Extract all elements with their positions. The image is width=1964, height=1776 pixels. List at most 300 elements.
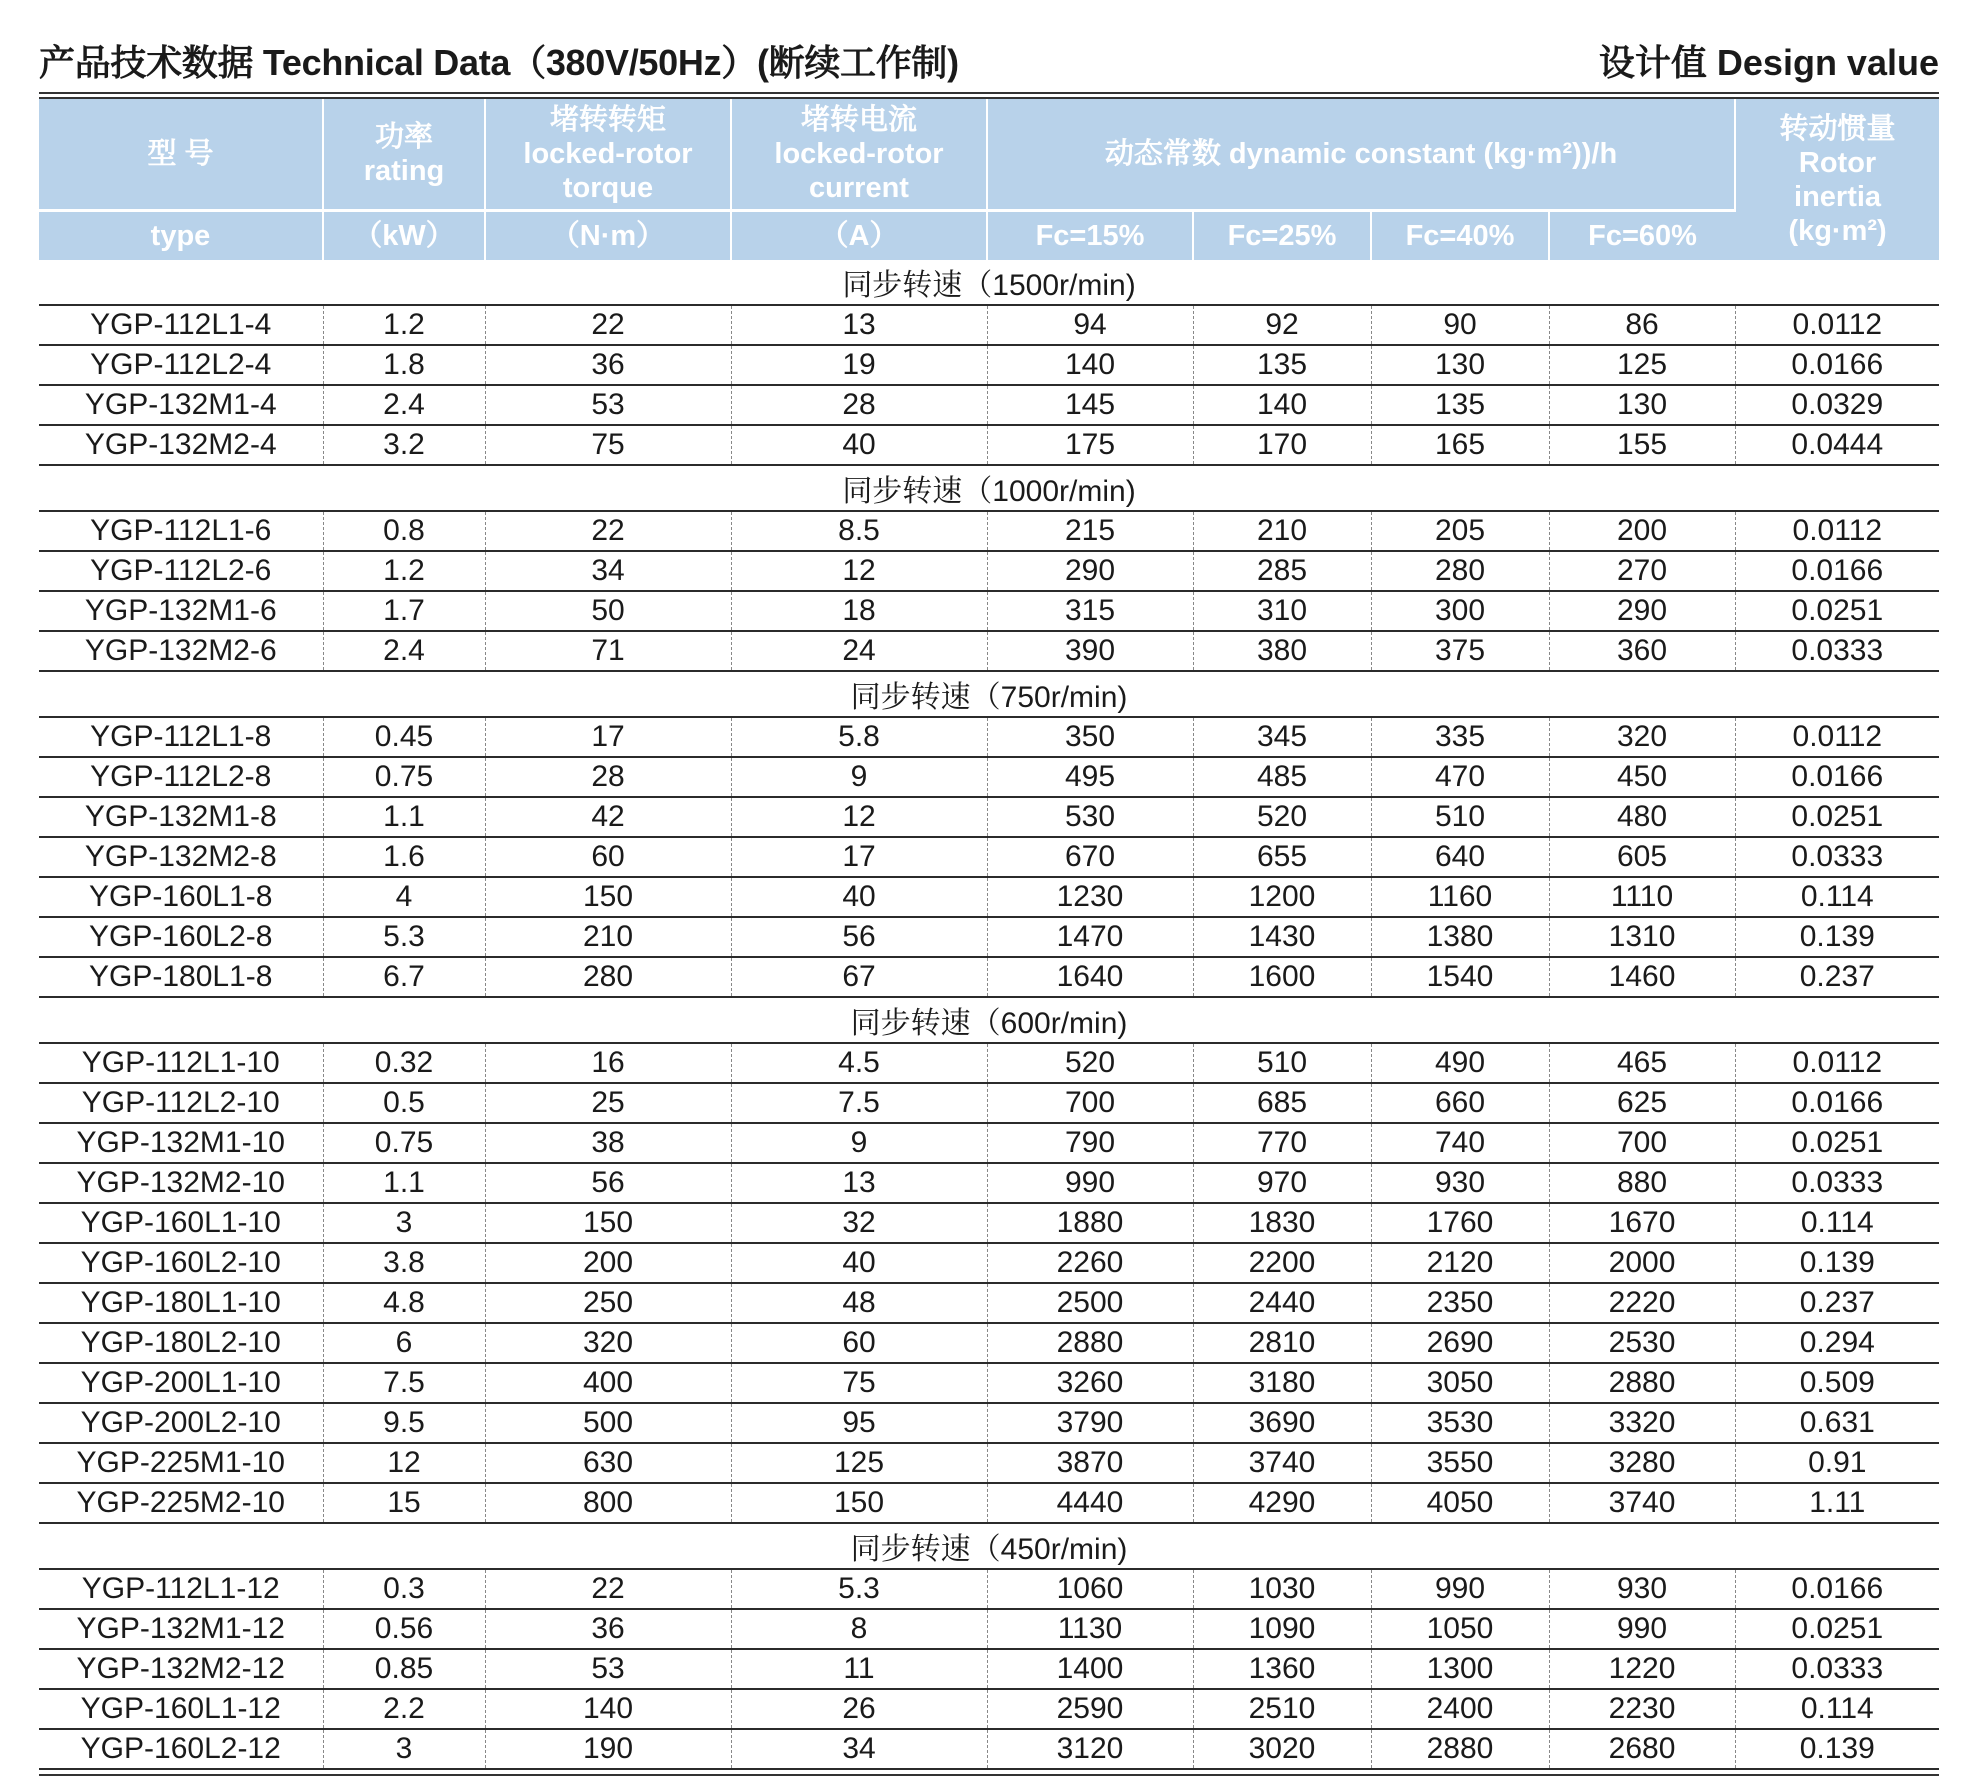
speed-group-row <box>39 465 1939 511</box>
cell-fc15: 390 <box>987 631 1193 671</box>
cell-inertia: 0.139 <box>1735 917 1939 957</box>
cell-fc25: 520 <box>1193 797 1371 837</box>
cell-inertia: 0.0333 <box>1735 1163 1939 1203</box>
cell-current: 11 <box>731 1649 987 1689</box>
cell-current: 4.5 <box>731 1043 987 1083</box>
cell-fc15: 700 <box>987 1083 1193 1123</box>
table-row <box>39 1283 1939 1323</box>
cell-fc60: 3740 <box>1549 1483 1735 1523</box>
cell-fc60: 290 <box>1549 591 1735 631</box>
cell-type: YGP-112L1-8 <box>39 717 323 757</box>
cell-fc15: 3790 <box>987 1403 1193 1443</box>
cell-fc40: 2880 <box>1371 1729 1549 1769</box>
cell-fc15: 670 <box>987 837 1193 877</box>
cell-fc40: 3530 <box>1371 1403 1549 1443</box>
cell-inertia: 0.0112 <box>1735 717 1939 757</box>
table-row <box>39 1649 1939 1689</box>
cell-torque: 16 <box>485 1043 731 1083</box>
cell-fc25: 1090 <box>1193 1609 1371 1649</box>
cell-current: 13 <box>731 1163 987 1203</box>
cell-fc25: 92 <box>1193 305 1371 345</box>
cell-current: 95 <box>731 1403 987 1443</box>
cell-power: 1.7 <box>323 591 485 631</box>
cell-inertia: 0.631 <box>1735 1403 1939 1443</box>
cell-power: 7.5 <box>323 1363 485 1403</box>
cell-fc40: 135 <box>1371 385 1549 425</box>
table-row <box>39 1403 1939 1443</box>
cell-current: 75 <box>731 1363 987 1403</box>
cell-torque: 36 <box>485 345 731 385</box>
cell-fc15: 3260 <box>987 1363 1193 1403</box>
cell-current: 40 <box>731 1243 987 1283</box>
table-row <box>39 551 1939 591</box>
cell-type: YGP-160L1-12 <box>39 1689 323 1729</box>
cell-fc60: 930 <box>1549 1569 1735 1609</box>
cell-type: YGP-225M1-10 <box>39 1443 323 1483</box>
cell-type: YGP-132M2-8 <box>39 837 323 877</box>
cell-fc15: 145 <box>987 385 1193 425</box>
cell-type: YGP-132M1-10 <box>39 1123 323 1163</box>
cell-inertia: 0.139 <box>1735 1729 1939 1769</box>
cell-type: YGP-112L1-10 <box>39 1043 323 1083</box>
cell-torque: 800 <box>485 1483 731 1523</box>
table-row <box>39 1363 1939 1403</box>
cell-power: 0.32 <box>323 1043 485 1083</box>
cell-fc60: 700 <box>1549 1123 1735 1163</box>
cell-inertia: 0.294 <box>1735 1323 1939 1363</box>
cell-torque: 53 <box>485 385 731 425</box>
header-fc15: Fc=15% <box>987 211 1193 261</box>
cell-torque: 38 <box>485 1123 731 1163</box>
cell-fc25: 380 <box>1193 631 1371 671</box>
cell-type: YGP-132M1-4 <box>39 385 323 425</box>
cell-fc60: 605 <box>1549 837 1735 877</box>
cell-power: 9.5 <box>323 1403 485 1443</box>
cell-power: 3 <box>323 1729 485 1769</box>
cell-power: 1.2 <box>323 551 485 591</box>
cell-current: 32 <box>731 1203 987 1243</box>
cell-fc15: 530 <box>987 797 1193 837</box>
cell-fc60: 450 <box>1549 757 1735 797</box>
cell-torque: 630 <box>485 1443 731 1483</box>
cell-inertia: 0.0112 <box>1735 305 1939 345</box>
cell-fc25: 3690 <box>1193 1403 1371 1443</box>
cell-current: 19 <box>731 345 987 385</box>
technical-data-table <box>39 99 1939 1770</box>
header-fc60: Fc=60% <box>1549 211 1735 261</box>
header-power-unit: （kW） <box>323 211 485 261</box>
cell-fc60: 1110 <box>1549 877 1735 917</box>
table-row <box>39 1569 1939 1609</box>
cell-type: YGP-132M2-6 <box>39 631 323 671</box>
cell-power: 1.2 <box>323 305 485 345</box>
cell-torque: 210 <box>485 917 731 957</box>
cell-type: YGP-132M2-4 <box>39 425 323 465</box>
speed-group-label: 同步转速（600r/min) <box>39 997 1939 1043</box>
cell-fc15: 495 <box>987 757 1193 797</box>
cell-type: YGP-180L2-10 <box>39 1323 323 1363</box>
table-row <box>39 1083 1939 1123</box>
table-row <box>39 717 1939 757</box>
cell-fc60: 3320 <box>1549 1403 1735 1443</box>
table-row <box>39 757 1939 797</box>
cell-inertia: 0.0251 <box>1735 591 1939 631</box>
cell-fc25: 1600 <box>1193 957 1371 997</box>
cell-current: 34 <box>731 1729 987 1769</box>
cell-power: 0.3 <box>323 1569 485 1609</box>
table-row <box>39 385 1939 425</box>
cell-torque: 17 <box>485 717 731 757</box>
cell-inertia: 0.114 <box>1735 877 1939 917</box>
cell-power: 3 <box>323 1203 485 1243</box>
cell-fc40: 130 <box>1371 345 1549 385</box>
cell-fc25: 3180 <box>1193 1363 1371 1403</box>
cell-type: YGP-132M2-12 <box>39 1649 323 1689</box>
cell-fc15: 2260 <box>987 1243 1193 1283</box>
cell-type: YGP-132M1-12 <box>39 1609 323 1649</box>
cell-fc40: 990 <box>1371 1569 1549 1609</box>
cell-torque: 71 <box>485 631 731 671</box>
cell-fc15: 1640 <box>987 957 1193 997</box>
cell-torque: 28 <box>485 757 731 797</box>
cell-fc60: 1220 <box>1549 1649 1735 1689</box>
cell-fc60: 465 <box>1549 1043 1735 1083</box>
cell-power: 0.75 <box>323 757 485 797</box>
cell-power: 3.2 <box>323 425 485 465</box>
table-row <box>39 1443 1939 1483</box>
cell-fc40: 1160 <box>1371 877 1549 917</box>
table-row <box>39 591 1939 631</box>
cell-fc60: 880 <box>1549 1163 1735 1203</box>
cell-fc60: 1460 <box>1549 957 1735 997</box>
header-type-en: type <box>39 211 323 261</box>
table-row <box>39 631 1939 671</box>
cell-fc60: 1670 <box>1549 1203 1735 1243</box>
speed-group-row <box>39 997 1939 1043</box>
cell-torque: 22 <box>485 1569 731 1609</box>
cell-inertia: 0.237 <box>1735 957 1939 997</box>
cell-fc25: 970 <box>1193 1163 1371 1203</box>
cell-power: 6 <box>323 1323 485 1363</box>
cell-fc60: 125 <box>1549 345 1735 385</box>
cell-fc60: 2880 <box>1549 1363 1735 1403</box>
cell-fc40: 930 <box>1371 1163 1549 1203</box>
cell-type: YGP-112L2-8 <box>39 757 323 797</box>
speed-group-label: 同步转速（1000r/min) <box>39 465 1939 511</box>
cell-fc15: 2880 <box>987 1323 1193 1363</box>
cell-fc25: 210 <box>1193 511 1371 551</box>
cell-current: 60 <box>731 1323 987 1363</box>
cell-torque: 190 <box>485 1729 731 1769</box>
cell-fc25: 135 <box>1193 345 1371 385</box>
cell-fc15: 520 <box>987 1043 1193 1083</box>
cell-fc60: 200 <box>1549 511 1735 551</box>
cell-type: YGP-112L1-4 <box>39 305 323 345</box>
cell-fc40: 660 <box>1371 1083 1549 1123</box>
cell-fc40: 90 <box>1371 305 1549 345</box>
cell-current: 150 <box>731 1483 987 1523</box>
cell-fc60: 2680 <box>1549 1729 1735 1769</box>
cell-fc15: 1060 <box>987 1569 1193 1609</box>
cell-fc25: 655 <box>1193 837 1371 877</box>
cell-fc60: 86 <box>1549 305 1735 345</box>
cell-fc60: 2220 <box>1549 1283 1735 1323</box>
cell-type: YGP-132M1-6 <box>39 591 323 631</box>
cell-inertia: 0.237 <box>1735 1283 1939 1323</box>
cell-fc15: 290 <box>987 551 1193 591</box>
cell-current: 40 <box>731 877 987 917</box>
cell-torque: 75 <box>485 425 731 465</box>
table-header <box>39 99 1939 260</box>
table-body <box>39 260 1939 1769</box>
cell-inertia: 0.0112 <box>1735 511 1939 551</box>
cell-fc40: 470 <box>1371 757 1549 797</box>
cell-type: YGP-112L1-12 <box>39 1569 323 1609</box>
cell-inertia: 0.0333 <box>1735 837 1939 877</box>
datasheet-page <box>39 36 1939 1776</box>
cell-fc40: 1380 <box>1371 917 1549 957</box>
cell-power: 5.3 <box>323 917 485 957</box>
cell-type: YGP-160L2-12 <box>39 1729 323 1769</box>
cell-fc15: 3870 <box>987 1443 1193 1483</box>
cell-fc40: 510 <box>1371 797 1549 837</box>
cell-fc25: 3740 <box>1193 1443 1371 1483</box>
cell-fc40: 1050 <box>1371 1609 1549 1649</box>
cell-fc25: 170 <box>1193 425 1371 465</box>
cell-fc25: 1360 <box>1193 1649 1371 1689</box>
cell-power: 0.56 <box>323 1609 485 1649</box>
cell-inertia: 0.139 <box>1735 1243 1939 1283</box>
cell-fc25: 2440 <box>1193 1283 1371 1323</box>
cell-fc15: 1400 <box>987 1649 1193 1689</box>
cell-fc40: 640 <box>1371 837 1549 877</box>
cell-current: 8.5 <box>731 511 987 551</box>
table-row <box>39 345 1939 385</box>
cell-fc15: 315 <box>987 591 1193 631</box>
cell-power: 0.75 <box>323 1123 485 1163</box>
header-fc40: Fc=40% <box>1371 211 1549 261</box>
table-row <box>39 1123 1939 1163</box>
cell-inertia: 0.0251 <box>1735 797 1939 837</box>
cell-fc60: 270 <box>1549 551 1735 591</box>
cell-fc40: 375 <box>1371 631 1549 671</box>
cell-fc15: 1470 <box>987 917 1193 957</box>
cell-current: 9 <box>731 757 987 797</box>
cell-torque: 280 <box>485 957 731 997</box>
cell-fc60: 2230 <box>1549 1689 1735 1729</box>
cell-fc25: 2510 <box>1193 1689 1371 1729</box>
cell-inertia: 0.114 <box>1735 1203 1939 1243</box>
cell-current: 8 <box>731 1609 987 1649</box>
cell-fc60: 2000 <box>1549 1243 1735 1283</box>
cell-fc60: 130 <box>1549 385 1735 425</box>
cell-fc15: 1230 <box>987 877 1193 917</box>
cell-fc40: 1300 <box>1371 1649 1549 1689</box>
cell-fc15: 350 <box>987 717 1193 757</box>
cell-inertia: 0.0333 <box>1735 631 1939 671</box>
cell-fc40: 4050 <box>1371 1483 1549 1523</box>
cell-fc40: 335 <box>1371 717 1549 757</box>
cell-fc40: 490 <box>1371 1043 1549 1083</box>
cell-current: 26 <box>731 1689 987 1729</box>
header-type-cn: 型 号 <box>39 99 323 211</box>
header-dynamic-constant: 动态常数 dynamic constant (kg·m²))/h <box>987 99 1735 211</box>
cell-torque: 400 <box>485 1363 731 1403</box>
cell-fc25: 4290 <box>1193 1483 1371 1523</box>
cell-fc40: 2350 <box>1371 1283 1549 1323</box>
cell-fc15: 790 <box>987 1123 1193 1163</box>
table-row <box>39 425 1939 465</box>
cell-inertia: 0.0166 <box>1735 551 1939 591</box>
cell-current: 24 <box>731 631 987 671</box>
table-row <box>39 957 1939 997</box>
cell-current: 5.3 <box>731 1569 987 1609</box>
cell-torque: 250 <box>485 1283 731 1323</box>
cell-power: 1.1 <box>323 797 485 837</box>
cell-fc40: 2690 <box>1371 1323 1549 1363</box>
design-value-label: 设计值 Design value <box>1598 42 1939 83</box>
cell-fc25: 1430 <box>1193 917 1371 957</box>
cell-current: 40 <box>731 425 987 465</box>
cell-type: YGP-160L2-8 <box>39 917 323 957</box>
cell-fc15: 1880 <box>987 1203 1193 1243</box>
cell-fc40: 1540 <box>1371 957 1549 997</box>
cell-inertia: 0.0166 <box>1735 1083 1939 1123</box>
cell-torque: 25 <box>485 1083 731 1123</box>
cell-fc40: 2120 <box>1371 1243 1549 1283</box>
header-power: 功率 rating <box>323 99 485 211</box>
cell-power: 12 <box>323 1443 485 1483</box>
cell-inertia: 0.509 <box>1735 1363 1939 1403</box>
cell-fc25: 1030 <box>1193 1569 1371 1609</box>
cell-power: 6.7 <box>323 957 485 997</box>
cell-fc60: 3280 <box>1549 1443 1735 1483</box>
cell-power: 4.8 <box>323 1283 485 1323</box>
cell-type: YGP-160L1-8 <box>39 877 323 917</box>
table-row <box>39 1243 1939 1283</box>
speed-group-row <box>39 260 1939 305</box>
cell-inertia: 0.0166 <box>1735 345 1939 385</box>
cell-current: 17 <box>731 837 987 877</box>
cell-inertia: 0.0166 <box>1735 757 1939 797</box>
cell-fc15: 94 <box>987 305 1193 345</box>
cell-fc40: 300 <box>1371 591 1549 631</box>
cell-fc40: 165 <box>1371 425 1549 465</box>
cell-power: 1.8 <box>323 345 485 385</box>
cell-power: 0.45 <box>323 717 485 757</box>
header-rotor-inertia: 转动惯量 Rotor inertia (kg·m²) <box>1735 99 1939 260</box>
cell-current: 12 <box>731 551 987 591</box>
cell-fc60: 1310 <box>1549 917 1735 957</box>
cell-type: YGP-112L2-6 <box>39 551 323 591</box>
cell-type: YGP-160L2-10 <box>39 1243 323 1283</box>
speed-group-label: 同步转速（450r/min) <box>39 1523 1939 1569</box>
cell-torque: 53 <box>485 1649 731 1689</box>
cell-inertia: 0.0112 <box>1735 1043 1939 1083</box>
cell-fc60: 2530 <box>1549 1323 1735 1363</box>
cell-current: 13 <box>731 305 987 345</box>
cell-torque: 200 <box>485 1243 731 1283</box>
cell-type: YGP-200L2-10 <box>39 1403 323 1443</box>
cell-power: 2.4 <box>323 631 485 671</box>
cell-fc40: 2400 <box>1371 1689 1549 1729</box>
cell-type: YGP-200L1-10 <box>39 1363 323 1403</box>
cell-torque: 22 <box>485 511 731 551</box>
cell-torque: 500 <box>485 1403 731 1443</box>
cell-torque: 50 <box>485 591 731 631</box>
cell-type: YGP-132M1-8 <box>39 797 323 837</box>
table-row <box>39 877 1939 917</box>
cell-power: 1.6 <box>323 837 485 877</box>
table-row <box>39 305 1939 345</box>
cell-power: 15 <box>323 1483 485 1523</box>
cell-type: YGP-160L1-10 <box>39 1203 323 1243</box>
cell-fc40: 280 <box>1371 551 1549 591</box>
cell-fc15: 1130 <box>987 1609 1193 1649</box>
header-torque: 堵转转矩 locked-rotor torque <box>485 99 731 211</box>
cell-fc60: 155 <box>1549 425 1735 465</box>
cell-inertia: 0.114 <box>1735 1689 1939 1729</box>
cell-torque: 60 <box>485 837 731 877</box>
cell-inertia: 0.0333 <box>1735 1649 1939 1689</box>
cell-fc15: 140 <box>987 345 1193 385</box>
cell-power: 2.2 <box>323 1689 485 1729</box>
cell-inertia: 0.0166 <box>1735 1569 1939 1609</box>
cell-current: 5.8 <box>731 717 987 757</box>
cell-inertia: 0.0329 <box>1735 385 1939 425</box>
cell-torque: 150 <box>485 1203 731 1243</box>
cell-torque: 34 <box>485 551 731 591</box>
cell-fc60: 990 <box>1549 1609 1735 1649</box>
cell-inertia: 1.11 <box>1735 1483 1939 1523</box>
cell-fc25: 685 <box>1193 1083 1371 1123</box>
cell-fc25: 1830 <box>1193 1203 1371 1243</box>
cell-fc15: 3120 <box>987 1729 1193 1769</box>
cell-fc40: 1760 <box>1371 1203 1549 1243</box>
cell-current: 48 <box>731 1283 987 1323</box>
cell-fc60: 480 <box>1549 797 1735 837</box>
cell-fc60: 360 <box>1549 631 1735 671</box>
cell-power: 4 <box>323 877 485 917</box>
cell-torque: 320 <box>485 1323 731 1363</box>
cell-fc40: 740 <box>1371 1123 1549 1163</box>
cell-fc25: 2810 <box>1193 1323 1371 1363</box>
cell-fc25: 2200 <box>1193 1243 1371 1283</box>
cell-fc15: 2590 <box>987 1689 1193 1729</box>
cell-fc15: 990 <box>987 1163 1193 1203</box>
cell-type: YGP-225M2-10 <box>39 1483 323 1523</box>
cell-fc40: 3550 <box>1371 1443 1549 1483</box>
table-row <box>39 1043 1939 1083</box>
cell-power: 0.8 <box>323 511 485 551</box>
table-row <box>39 837 1939 877</box>
cell-current: 18 <box>731 591 987 631</box>
table-row <box>39 1689 1939 1729</box>
cell-type: YGP-180L1-10 <box>39 1283 323 1323</box>
cell-fc25: 3020 <box>1193 1729 1371 1769</box>
cell-current: 28 <box>731 385 987 425</box>
cell-current: 7.5 <box>731 1083 987 1123</box>
cell-power: 3.8 <box>323 1243 485 1283</box>
cell-inertia: 0.0251 <box>1735 1123 1939 1163</box>
cell-fc25: 510 <box>1193 1043 1371 1083</box>
cell-fc25: 345 <box>1193 717 1371 757</box>
page-title: 产品技术数据 Technical Data（380V/50Hz）(断续工作制) <box>39 42 959 83</box>
table-row <box>39 1729 1939 1769</box>
cell-current: 125 <box>731 1443 987 1483</box>
cell-current: 9 <box>731 1123 987 1163</box>
table-row <box>39 1323 1939 1363</box>
